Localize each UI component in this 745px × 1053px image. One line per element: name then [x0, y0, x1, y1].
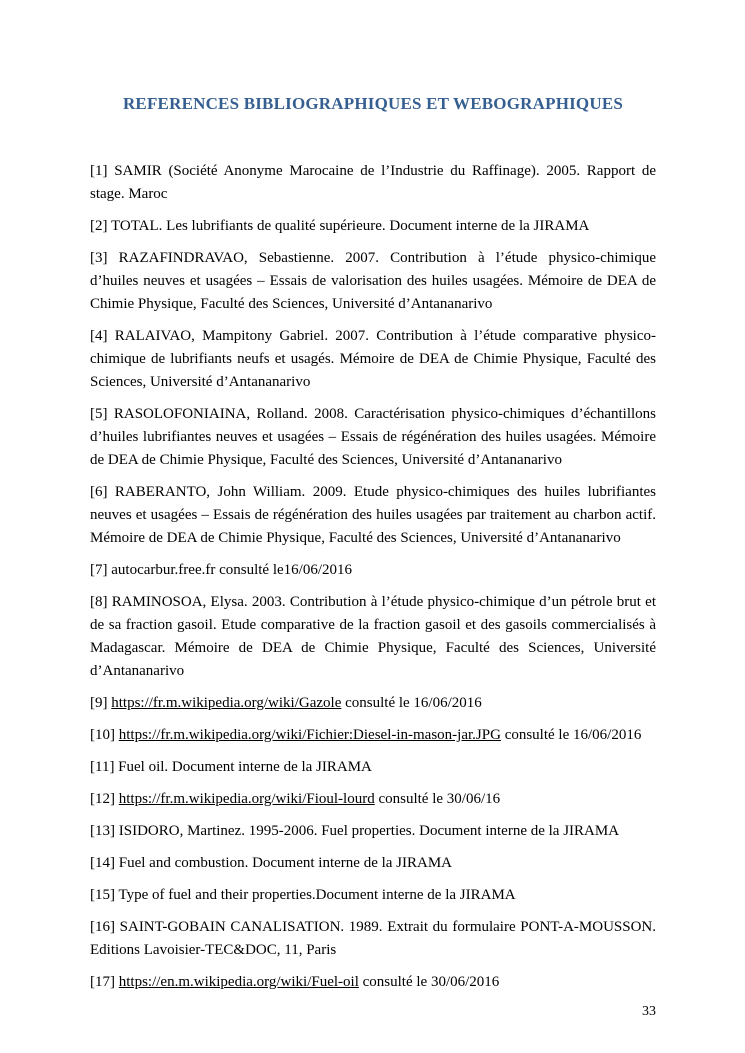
reference-text: [14] Fuel and combustion. Document interne de la JIRAMA: [90, 855, 453, 871]
reference-item: [90, 559, 656, 582]
reference-text: [16] SAINT-GOBAIN CANALISATION. 1989. Extrait du formulaire PONT-A-MOUSSON. Editions Lavoisier-TEC&DOC, 11, Paris: [90, 919, 656, 958]
reference-item: [90, 325, 656, 394]
reference-text: consulté le 16/06/2016: [341, 695, 482, 711]
reference-text: [6] RABERANTO, John William. 2009. Etude physico-chimiques des huiles lubrifiantes neuves et usagées – Essais de régénération des huiles usagées par traitement au charbon actif. Mémoire de DEA de Chimie Physique, Faculté des Sciences, Université d’Antananarivo: [90, 484, 656, 546]
reference-text: [17]: [90, 974, 119, 990]
reference-text: [9]: [90, 695, 112, 711]
reference-link[interactable]: https://fr.m.wikipedia.org/wiki/Gazole: [111, 695, 342, 711]
page-number: 33: [642, 1004, 656, 1019]
reference-text: [8] RAMINOSOA, Elysa. 2003. Contribution à l’étude physico-chimique d’un pétrole brut et de sa fraction gasoil. Etude comparative de la fraction gasoil et des gasoils commercialisés à Madagascar. Mémoire de DEA de Chimie Physique, Faculté des Sciences, Université d’Antananarivo: [90, 594, 656, 679]
document-page: [90, 94, 656, 1020]
reference-item: [90, 971, 656, 994]
reference-item: [90, 692, 656, 715]
reference-link[interactable]: https://fr.m.wikipedia.org/wiki/Fichier:Diesel-in-mason-jar.JPG: [118, 727, 501, 743]
reference-text: [15] Type of fuel and their properties.Document interne de la JIRAMA: [90, 887, 516, 903]
reference-text: [4] RALAIVAO, Mampitony Gabriel. 2007. Contribution à l’étude comparative physico-chimique de lubrifiants neufs et usagés. Mémoire de DEA de Chimie Physique, Faculté des Sciences, Université d’Antananarivo: [90, 328, 656, 390]
reference-text: [3] RAZAFINDRAVAO, Sebastienne. 2007. Contribution à l’étude physico-chimique d’huiles neuves et usagées – Essais de valorisation des huiles usagées. Mémoire de DEA de Chimie Physique, Faculté des Sciences, Université d’Antananarivo: [90, 250, 656, 312]
reference-item: [90, 852, 656, 875]
reference-text: [2] TOTAL. Les lubrifiants de qualité supérieure. Document interne de la JIRAMA: [90, 218, 590, 234]
page-title: REFERENCES BIBLIOGRAPHIQUES ET WEBOGRAPHIQUES: [122, 94, 624, 113]
reference-link[interactable]: https://fr.m.wikipedia.org/wiki/Fioul-lourd: [118, 791, 375, 807]
reference-text: [7] autocarbur.free.fr consulté le16/06/2016: [90, 562, 352, 578]
reference-text: [5] RASOLOFONIAINA, Rolland. 2008. Caractérisation physico-chimiques d’échantillons d’huiles lubrifiantes neuves et usagées – Essais de régénération des huiles usagées. Mémoire de DEA de Chimie Physique, Faculté des Sciences, Université d’Antananarivo: [90, 406, 656, 468]
reference-link[interactable]: https://en.m.wikipedia.org/wiki/Fuel-oil: [118, 974, 359, 990]
reference-text: consulté le 16/06/2016: [500, 727, 642, 743]
reference-text: [13] ISIDORO, Martinez. 1995-2006. Fuel properties. Document interne de la JIRAMA: [90, 823, 620, 839]
reference-text: consulté le 30/06/16: [374, 791, 501, 807]
reference-item: [90, 916, 656, 962]
reference-item: [90, 247, 656, 316]
reference-item: [90, 215, 656, 238]
reference-text: [11] Fuel oil. Document interne de la JIRAMA: [90, 759, 372, 775]
reference-item: [90, 788, 656, 811]
reference-item: [90, 403, 656, 472]
reference-text: [12]: [90, 791, 119, 807]
reference-text: [1] SAMIR (Société Anonyme Marocaine de l’Industrie du Raffinage). 2005. Rapport de stage. Maroc: [90, 163, 656, 202]
reference-item: [90, 884, 656, 907]
reference-item: [90, 724, 656, 747]
reference-text: [10]: [90, 727, 119, 743]
reference-item: [90, 591, 656, 683]
reference-item: [90, 820, 656, 843]
reference-item: [90, 481, 656, 550]
reference-item: [90, 160, 656, 206]
reference-item: [90, 756, 656, 779]
reference-text: consulté le 30/06/2016: [358, 974, 500, 990]
